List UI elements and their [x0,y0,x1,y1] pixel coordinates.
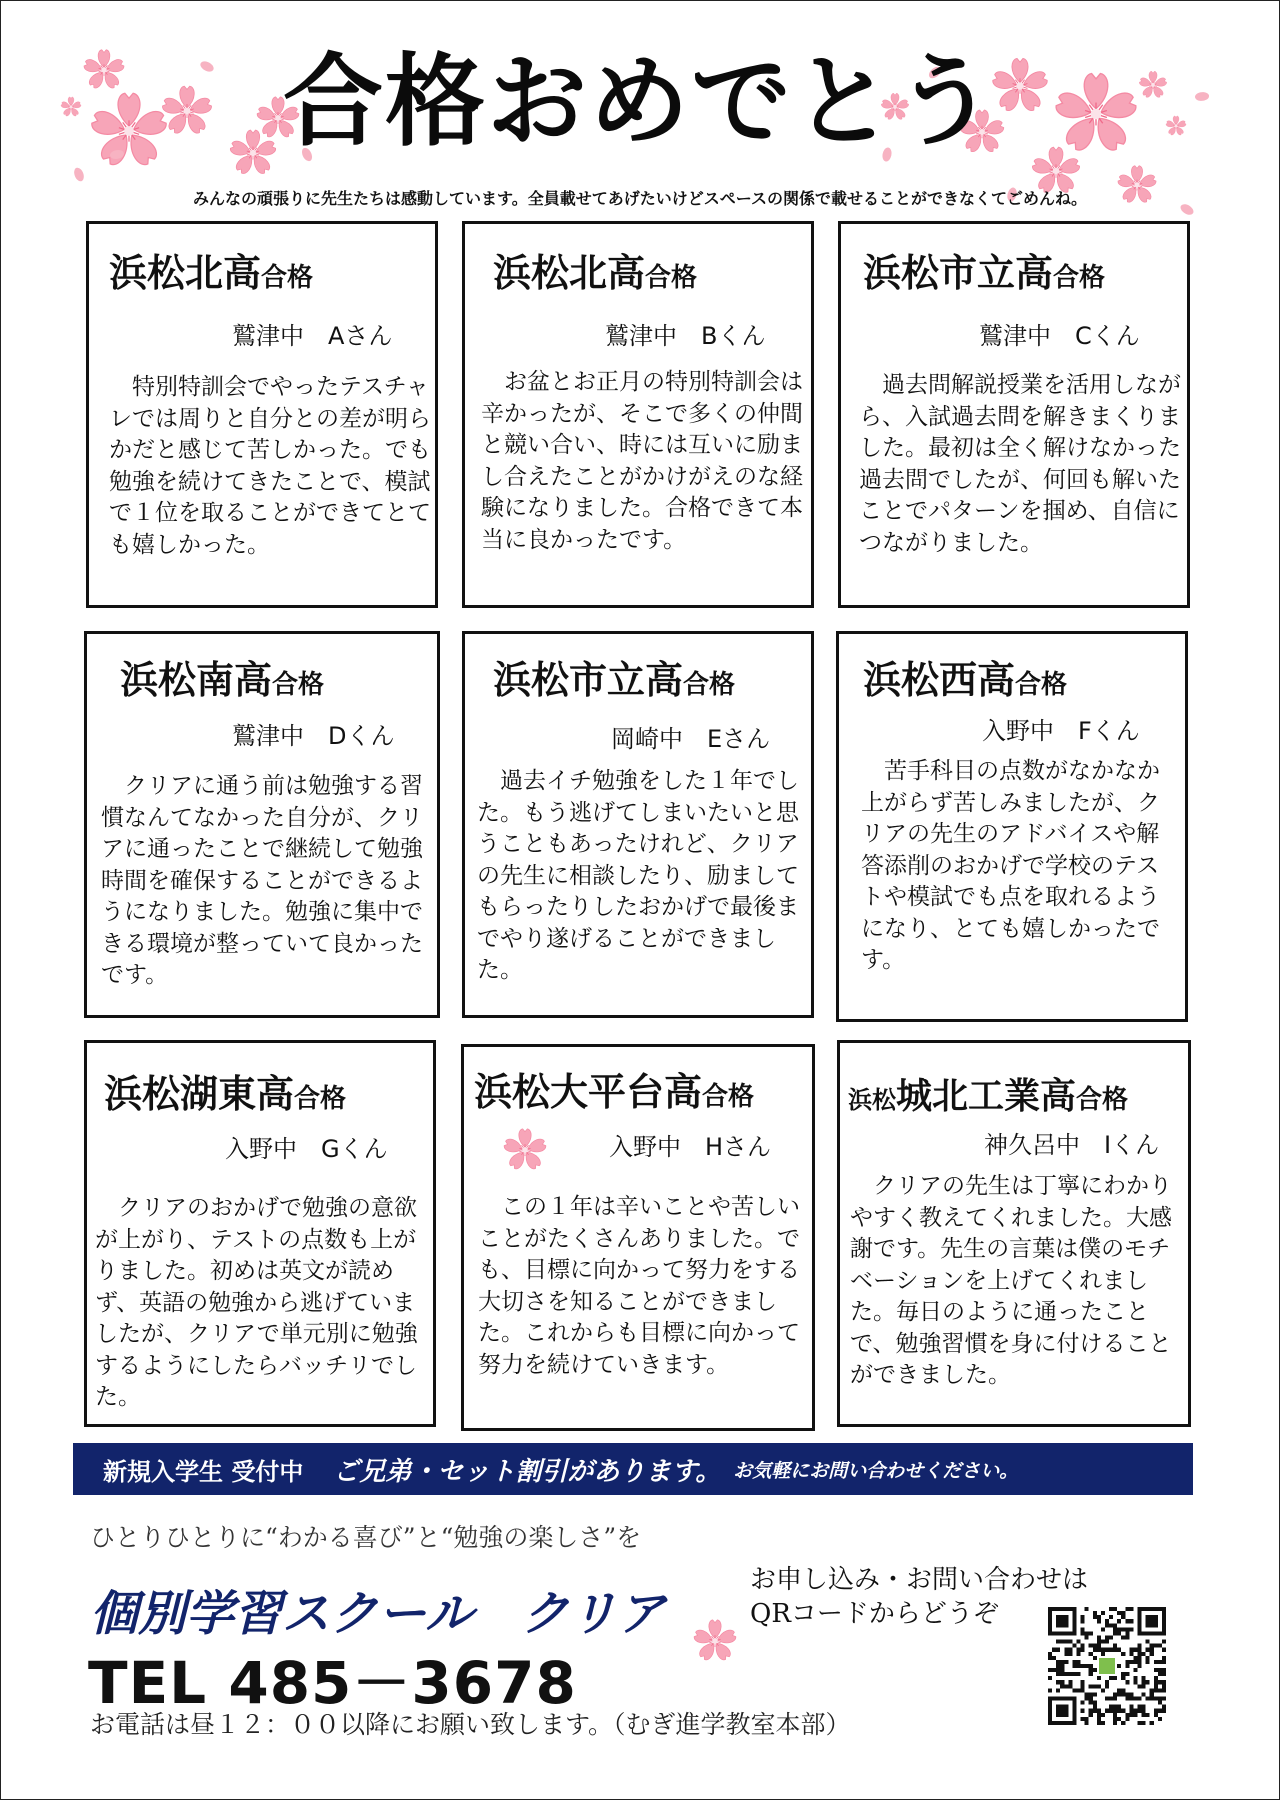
school-prefix: 浜松 [848,1086,896,1114]
tagline: ひとりひとりに“わかる喜び”と“勉強の楽しさ”を [90,1523,642,1552]
testimonial-card [84,631,440,1018]
student-name: 鷲津中 Dくん [232,722,395,750]
testimonial-card [837,1040,1191,1427]
student-name: 岡崎中 Eさん [611,725,771,753]
testimonial-comment: クリアに通う前は勉強する習慣なんてなかった自分が、クリアに通ったことで継続して勉強時間を確保することができるようになりました。勉強に集中できる環境が整っていて良かったです。 [101,773,423,988]
banner-discount-text: ご兄弟・セット割引があります。 [333,1456,722,1487]
contact-instructions [750,1563,1088,1631]
school-main: 浜松市立高 [493,658,684,702]
school-main: 浜松南高 [120,658,273,702]
testimonial-comment: 過去イチ勉強をした１年でした。もう逃げてしまいたいと思うこともあったけれど、クリアの先生に相談したり、励ましてもらったりしたおかげで最後までやり遂げることができました。 [477,768,799,983]
pass-label: 合格 [683,670,736,700]
enrollment-banner [73,1443,1193,1495]
school-main: 浜松湖東高 [104,1072,295,1116]
testimonial-comment: お盆とお正月の特別特訓会は辛かったが、そこで多くの仲間と競い合い、時には互いに励まし合えたことがかけがえのな経験になりました。合格できて本当に良かったです。 [481,369,803,553]
school-name [109,251,314,295]
testimonial-card [462,221,814,608]
testimonial-card [462,631,814,1018]
student-name: 入野中 Fくん [982,717,1140,745]
page-title: 合格おめでとう [283,43,997,160]
school-name [863,251,1106,295]
pass-label: 合格 [1015,670,1068,700]
pass-label: 合格 [261,263,314,293]
cherry-blossom-icon [692,1618,738,1668]
banner-inquiry-text: お気軽にお問い合わせください。 [733,1459,1019,1482]
contact-line-2: QRコードからどうぞ [750,1599,999,1629]
student-name: 神久呂中 Iくん [984,1131,1160,1159]
testimonial-comment: 特別特訓会でやったテスチャレでは周りと自分との差が明らかだと感じて苦しかった。でも勉強を続けてきたことで、模試で１位を取ることができてとても嬉しかった。 [109,374,431,558]
testimonial-card [838,221,1190,608]
testimonial-comment: クリアの先生は丁寧にわかりやすく教えてくれました。大感謝です。先生の言葉は僕のモチベーションを上げてくれました。毎日のように通ったことで、勉強習慣を身に付けることができました。 [850,1173,1172,1388]
contact-line-1: お申し込み・お問い合わせは [750,1565,1089,1595]
phone-hours-note: お電話は昼１２：００以降にお願い致します。（むぎ進学教室本部） [90,1710,851,1739]
school-name [848,1076,1129,1117]
school-name [493,251,698,295]
student-name: 入野中 Hさん [609,1133,772,1161]
testimonial-comment: 過去問解説授業を活用しながら、入試過去問を解きまくりました。最初は全く解けなかった過去問でしたが、何回も解いたことでパターンを掴め、自信につながりました。 [859,372,1181,556]
school-main: 浜松北高 [109,251,262,295]
school-name [120,658,325,702]
school-name [863,658,1068,702]
testimonial-card [86,221,438,608]
school-name [104,1072,347,1116]
school-main: 浜松北高 [493,251,646,295]
pass-label: 合格 [1076,1085,1129,1115]
cherry-blossom-icon [502,1127,548,1177]
pass-label: 合格 [1053,263,1106,293]
student-name: 入野中 Gくん [225,1135,388,1163]
testimonial-card [461,1044,815,1431]
page-subtitle: みんなの頑張りに先生たちは感動しています。全員載せてあげたいけどスペースの関係で載せることができなくてごめんね。 [193,189,1087,208]
pass-label: 合格 [294,1084,347,1114]
school-name [474,1070,755,1114]
school-name [493,658,736,702]
student-name: 鷲津中 Aさん [232,322,393,350]
qr-code-icon[interactable] [1048,1607,1166,1725]
school-main: 浜松西高 [863,658,1016,702]
student-name: 鷲津中 Bくん [605,322,766,350]
testimonial-card [836,631,1188,1022]
school-main: 城北工業高 [896,1076,1077,1117]
testimonial-comment: この１年は辛いことや苦しいことがたくさんありました。でも、目標に向かって努力をする大切さを知ることができました。これからも目標に向かって努力を続けていきます。 [478,1194,800,1378]
student-name: 鷲津中 Cくん [979,322,1140,350]
banner-enrollment-text: 新規入学生 受付中 [103,1457,304,1486]
pass-label: 合格 [645,263,698,293]
testimonial-card [84,1040,436,1427]
phone-number[interactable]: TEL 485－3678 [88,1649,577,1717]
school-main: 浜松大平台高 [474,1070,703,1114]
school-main: 浜松市立高 [863,251,1054,295]
pass-label: 合格 [272,670,325,700]
school-brand-name: 個別学習スクール クリア [90,1586,666,1642]
testimonial-comment: クリアのおかげで勉強の意欲が上がり、テストの点数も上がりました。初めは英文が読めず、英語の勉強から逃げていましたが、クリアで単元別に勉強するようにしたらバッチリでした。 [95,1195,418,1410]
pass-label: 合格 [702,1082,755,1112]
testimonial-comment: 苦手科目の点数がなかなか上がらず苦しみましたが、クリアの先生のアドバイスや解答添削のおかげで学校のテストや模試でも点を取れるようになり、とても嬉しかったです。 [861,758,1160,973]
